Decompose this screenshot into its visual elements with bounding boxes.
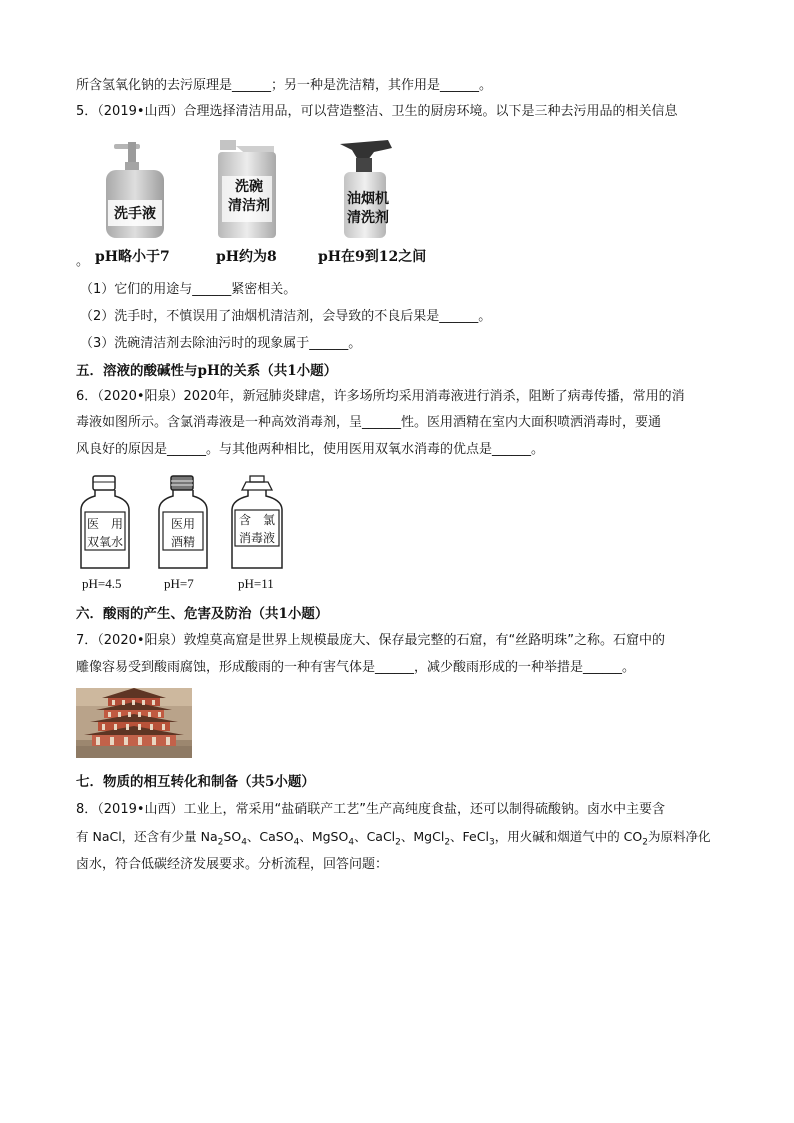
hydrogen-peroxide-label-line-2: 双氧水 xyxy=(86,535,123,549)
q5-end-mark: 。 xyxy=(76,254,90,269)
q8-text-f: 、MgCl xyxy=(400,829,445,844)
range-hood-label-line-2: 清洗剂 xyxy=(347,211,389,226)
hand-soap-bottle-image xyxy=(100,138,170,240)
q8-line-1: 8．（2019•山西）工业上，常采用“盐硝联产工艺”生产高纯度食盐，还可以制得硫酸钠。卤水中主要含 xyxy=(76,802,665,817)
chlorine-disinfectant-label-line-1: 含 氯 xyxy=(238,513,275,527)
q8-text-c: 、CaSO xyxy=(246,829,294,844)
q8-sub-6: 2 xyxy=(444,837,451,848)
q5-stem: 5．（2019•山西）合理选择清洁用品，可以营造整洁、卫生的厨房环境。以下是三种去污用品的相关信息 xyxy=(76,104,678,119)
q8-text-g: 、FeCl xyxy=(450,829,489,844)
chlorine-disinfectant-label-line-2: 消毒液 xyxy=(238,531,275,545)
q8-sub-1: 2 xyxy=(217,837,224,848)
q6-line-1: 6．（2020•阳泉）2020年，新冠肺炎肆虐，许多场所均采用消毒液进行消杀，阻断了病毒传播，常用的消 xyxy=(76,389,685,404)
chlorine-disinfectant-ph-caption: pH=11 xyxy=(238,576,274,591)
chlorine-disinfectant-label xyxy=(234,511,280,547)
section-heading-7: 七．物质的相互转化和制备（共5小题） xyxy=(76,774,315,790)
section-heading-6: 六．酸雨的产生、危害及防治（共1小题） xyxy=(76,606,329,622)
hydrogen-peroxide-label xyxy=(85,515,125,551)
hand-soap-ph-caption: pH略小于7 xyxy=(95,249,170,265)
medical-alcohol-label-line-1: 医用 xyxy=(170,517,195,531)
q8-sub-7: 3 xyxy=(488,837,495,848)
q5-sub-question-2: （2）洗手时，不慎误用了油烟机清洁剂，会导致的不良后果是______。 xyxy=(80,309,492,324)
medical-alcohol-label-line-2: 酒精 xyxy=(170,535,195,549)
q8-text-h: ，用火碱和烟道气中的 CO xyxy=(494,829,643,844)
q8-text-e: 、CaCl xyxy=(354,829,396,844)
q4-tail-line xyxy=(76,76,492,96)
medical-alcohol-label xyxy=(163,515,203,551)
hydrogen-peroxide-label-line-1: 医 用 xyxy=(86,517,123,531)
q8-line-3: 卤水，符合低碳经济发展要求。分析流程，回答问题： xyxy=(76,857,389,872)
q8-text-i: 为原料净化 xyxy=(647,829,711,844)
q8-sub-3: 4 xyxy=(293,837,300,848)
q8-line-2 xyxy=(76,827,710,853)
q4-text-1: 所含氢氧化钠的去污原理是 xyxy=(76,78,233,93)
q8-text-d: 、MgSO xyxy=(299,829,349,844)
q8-sub-5: 2 xyxy=(395,837,401,848)
q8-sub-2: 4 xyxy=(241,837,247,848)
hand-soap-label-line: 洗手液 xyxy=(114,207,156,222)
q8-text-b: SO xyxy=(223,829,242,844)
q7-line-1: 7．（2020•阳泉）敦煌莫高窟是世界上规模最庞大、保存最完整的石窟，有“丝路明珠”之称。石窟中的 xyxy=(76,633,665,648)
hand-soap-label xyxy=(108,203,162,223)
q4-blank-2: ______ xyxy=(440,78,480,93)
dish-detergent-ph-caption: pH约为8 xyxy=(216,249,277,265)
section-heading-5: 五．溶液的酸碱性与pH的关系（共1小题） xyxy=(76,363,338,379)
q5-sub-question-3: （3）洗碗清洁剂去除油污时的现象属于______。 xyxy=(80,336,362,351)
range-hood-ph-caption: pH在9到12之间 xyxy=(318,249,427,265)
dish-detergent-label-line-2: 清洁剂 xyxy=(228,199,270,214)
q7-line-2: 雕像容易受到酸雨腐蚀，形成酸雨的一种有害气体是______，减少酸雨形成的一种举措是______。 xyxy=(76,660,636,675)
range-hood-cleaner-label xyxy=(338,190,398,228)
medical-alcohol-ph-caption: pH=7 xyxy=(164,576,194,591)
q4-text-2: ；另一种是洗洁精，其作用是 xyxy=(271,78,441,93)
range-hood-label-line-1: 油烟机 xyxy=(347,192,389,207)
dish-detergent-label xyxy=(220,178,278,216)
q8-sub-8: 2 xyxy=(642,837,648,848)
q8-sub-4: 4 xyxy=(348,837,355,848)
q4-blank-1: ______ xyxy=(232,78,272,93)
mogao-grottoes-photo xyxy=(76,688,192,758)
hydrogen-peroxide-ph-caption: pH=4.5 xyxy=(82,576,122,591)
q4-text-3: 。 xyxy=(479,78,493,93)
q8-text-a: 有 NaCl，还含有少量 Na xyxy=(76,829,218,844)
dish-detergent-label-line-1: 洗碗 xyxy=(235,180,263,195)
q6-line-2: 毒液如图所示。含氯消毒液是一种高效消毒剂，呈______性。医用酒精在室内大面积喷洒消毒时，要通 xyxy=(76,415,662,430)
q6-line-3: 风良好的原因是______。与其他两种相比，使用医用双氧水消毒的优点是______。 xyxy=(76,442,545,457)
q5-sub-question-1: （1）它们的用途与______紧密相关。 xyxy=(80,282,297,297)
